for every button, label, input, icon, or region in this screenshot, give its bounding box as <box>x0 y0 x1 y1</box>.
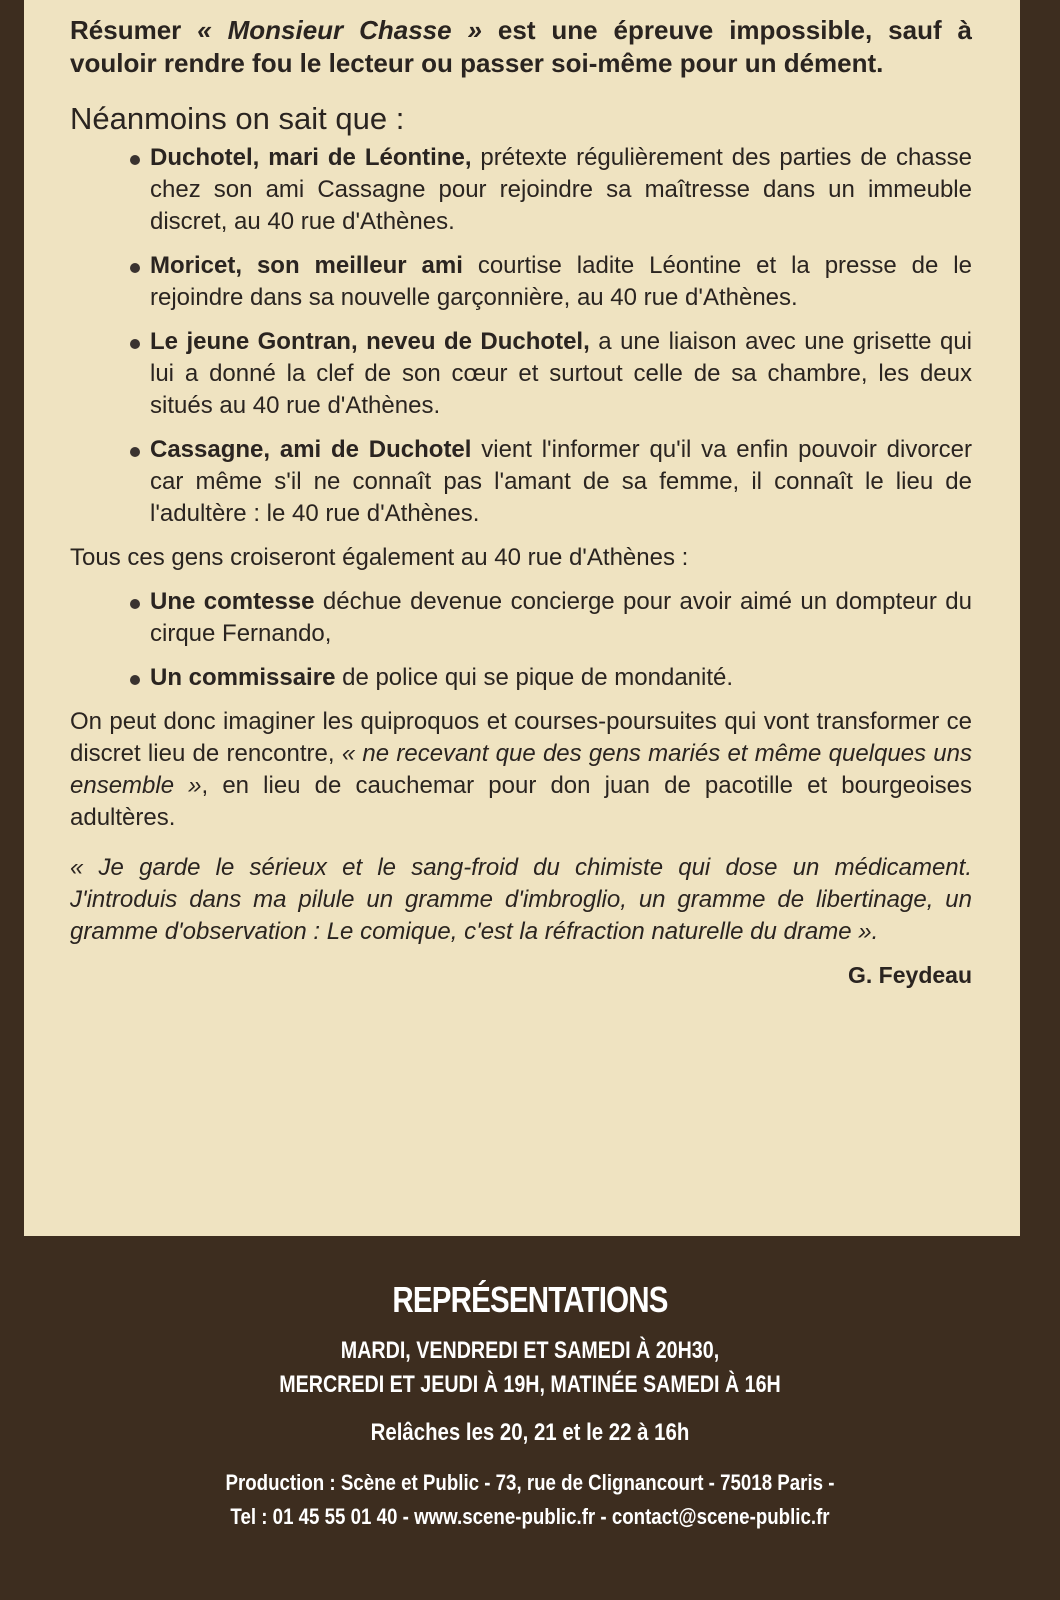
bullet-icon <box>130 675 140 685</box>
signature: G. Feydeau <box>848 962 972 988</box>
item-bold: Une comtesse <box>150 588 315 615</box>
bullet-icon <box>130 599 140 609</box>
item-text: déchue devenue concierge pour avoir aimé un dompteur du cirque Fernando, <box>150 588 972 647</box>
item-bold: Cassagne, ami de Duchotel <box>150 436 472 463</box>
feydeau-quote: « Je garde le sérieux et le sang-froid du chimiste qui dose un médicament. J'introduis dans ma pilule un gramme d'imbroglio, un gramme de libertinage, un gramme d'observation : Le comique, c'est la réfraction naturelle du drame ». <box>70 854 972 945</box>
list-item <box>128 586 972 650</box>
schedule-line-2: MERCREDI ET JEUDI À 19H, MATINÉE SAMEDI À 16H <box>279 1371 781 1398</box>
conclusion-before: On peut donc imaginer les quiproquos et courses-poursuites qui vont transformer ce discret lieu de rencontre, <box>70 708 972 767</box>
conclusion-paragraph <box>70 706 972 834</box>
representations-title: REPRÉSENTATIONS <box>392 1279 668 1320</box>
item-bold: Un commissaire <box>150 664 336 691</box>
list-item <box>128 250 972 314</box>
list-item <box>128 326 972 422</box>
intro-title: « Monsieur Chasse » <box>197 15 482 45</box>
list-item <box>128 142 972 238</box>
footer <box>0 1236 1060 1534</box>
relache-line: Relâches les 20, 21 et le 22 à 16h <box>370 1419 690 1446</box>
item-text: a une liaison avec une grisette qui lui a donné la clef de son cœur et surtout celle de sa chambre, les deux situés au 40 rue d'Athènes. <box>150 328 973 419</box>
conclusion-quote: « ne recevant que des gens mariés et même quelques uns ensemble » <box>70 740 973 799</box>
croiseront-line: Tous ces gens croiseront également au 40 rue d'Athènes : <box>70 544 689 571</box>
item-bold: Moricet, son meilleur ami <box>150 252 463 279</box>
bullet-icon <box>130 263 140 273</box>
text-panel <box>24 0 1020 1236</box>
neanmoins-heading: Néanmoins on sait que : <box>70 101 405 136</box>
bullet-icon <box>130 447 140 457</box>
item-text: vient l'informer qu'il va enfin pouvoir divorcer car même s'il ne connaît pas l'amant de sa femme, il connaît le lieu de l'adultère : le 40 rue d'Athènes. <box>150 436 972 527</box>
character-list <box>70 142 972 530</box>
intro-paragraph <box>70 14 972 80</box>
bullet-icon <box>130 339 140 349</box>
contact-line: Tel : 01 45 55 01 40 - www.scene-public.fr - contact@scene-public.fr <box>230 1504 830 1529</box>
intro-before: Résumer <box>70 15 198 45</box>
intro-after: est une épreuve impossible, sauf à vouloir rendre fou le lecteur ou passer soi-même pour un dément. <box>70 15 973 78</box>
conclusion-after: , en lieu de cauchemar pour don juan de pacotille et bourgeoises adultères. <box>70 772 973 831</box>
item-text: de police qui se pique de mondanité. <box>335 664 734 691</box>
production-line: Production : Scène et Public - 73, rue de Clignancourt - 75018 Paris - <box>225 1470 835 1495</box>
item-bold: Le jeune Gontran, neveu de Duchotel, <box>150 328 590 355</box>
item-text: prétexte régulièrement des parties de chasse chez son ami Cassagne pour rejoindre sa maîtresse dans un immeuble discret, au 40 rue d'Athènes. <box>150 144 973 235</box>
item-bold: Duchotel, mari de Léontine, <box>150 144 472 171</box>
bullet-icon <box>130 155 140 165</box>
list-item <box>128 662 972 694</box>
secondary-list <box>70 586 972 694</box>
schedule-line-1: MARDI, VENDREDI ET SAMEDI À 20H30, <box>340 1337 720 1364</box>
list-item <box>128 434 972 530</box>
item-text: courtise ladite Léontine et la presse de le rejoindre dans sa nouvelle garçonnière, au 40 rue d'Athènes. <box>150 252 972 311</box>
